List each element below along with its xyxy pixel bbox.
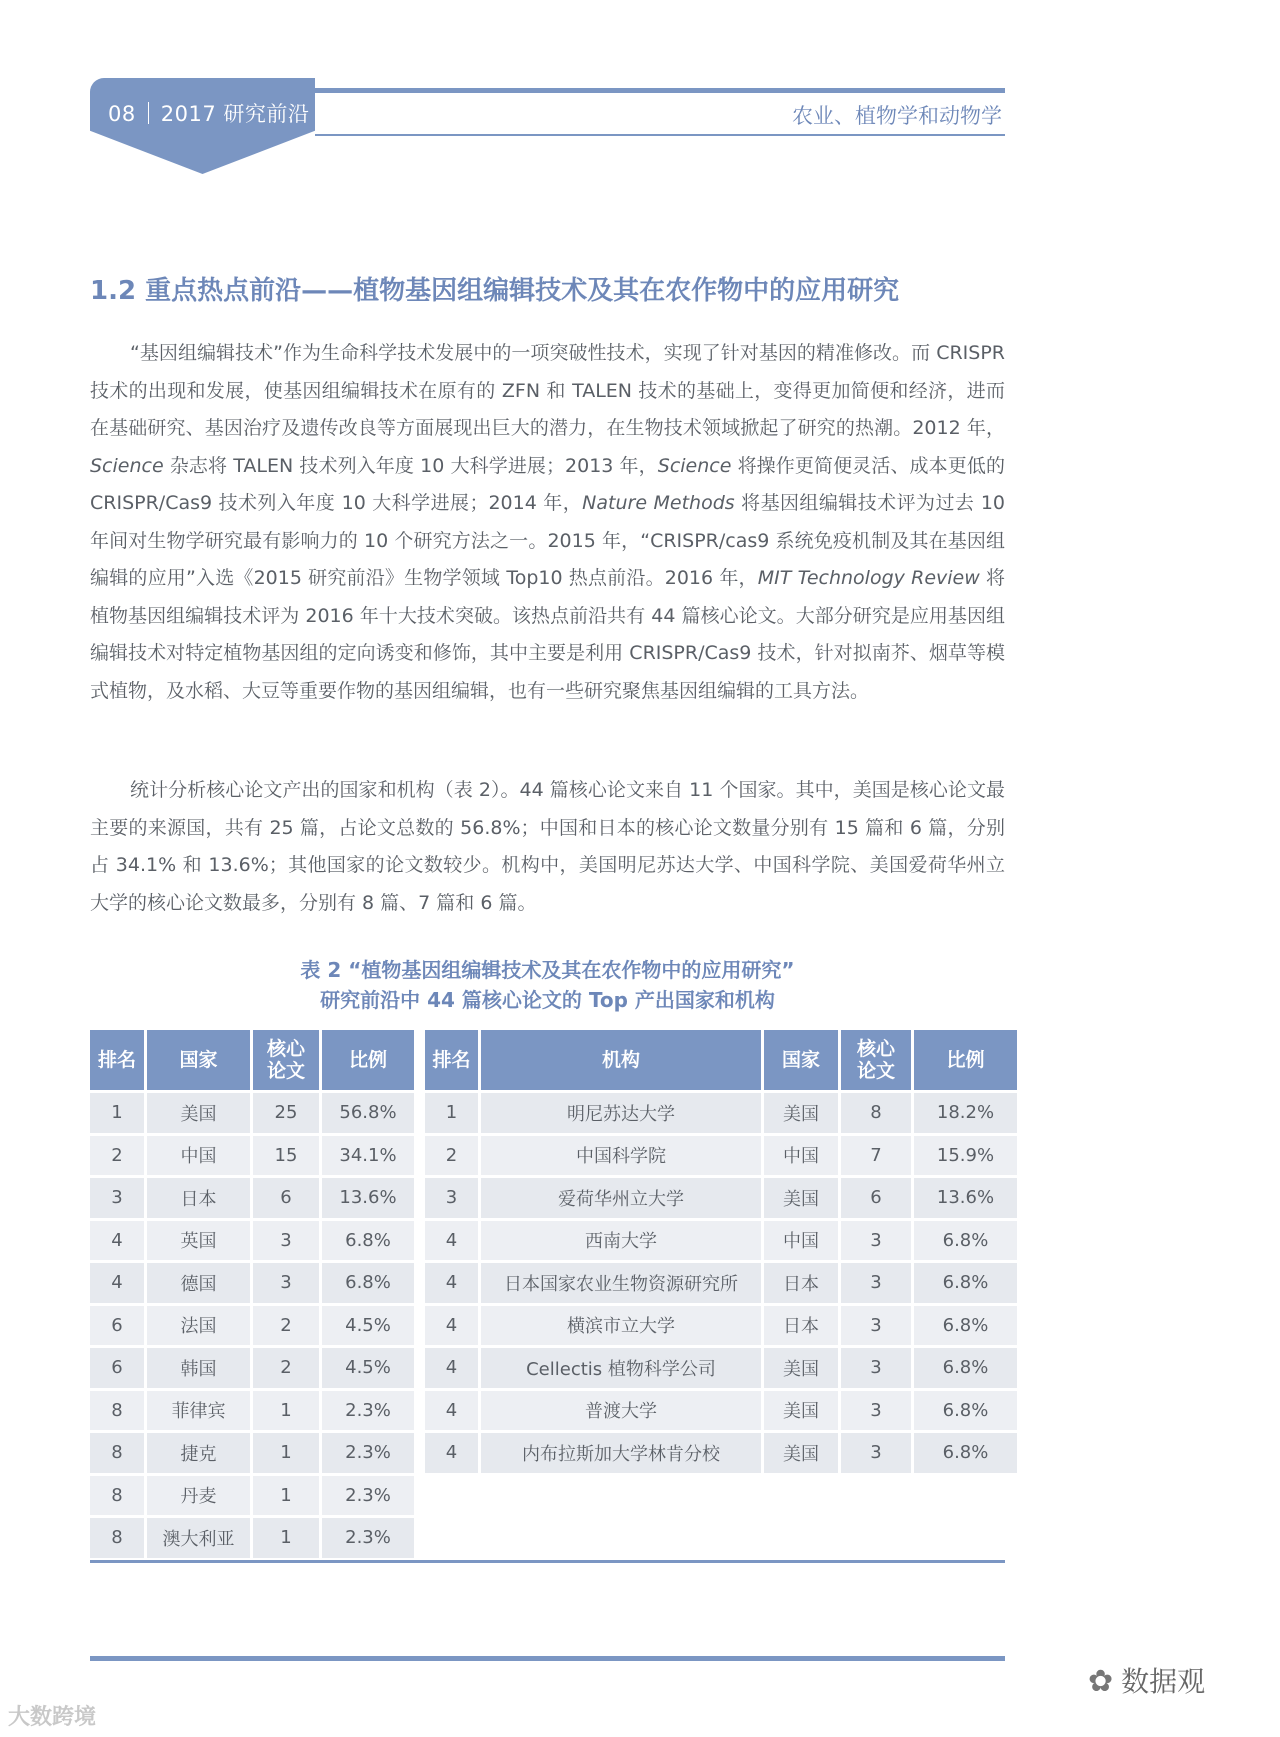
country-table-header-cell: 国家 — [147, 1030, 250, 1090]
institution-table-row — [425, 1093, 1017, 1133]
country-table-cell: 2 — [253, 1306, 319, 1346]
institution-table-cell: 日本 — [764, 1306, 838, 1346]
country-table-cell: 8 — [90, 1433, 144, 1473]
institution-table-header-cell: 排名 — [425, 1030, 478, 1090]
institution-table-cell: 中国科学院 — [481, 1136, 761, 1176]
paragraph-text: “基因组编辑技术”作为生命科学技术发展中的一项突破性技术，实现了针对基因的精准修改。而 CRISPR 技术的出现和发展，使基因组编辑技术在原有的 ZFN 和 TALEN 技术的基础上，变得更加简便和经济，进而在基础研究、基因治疗及遗传改良等方面展现出巨大的潜力，在生物技术领域掀起了研究的热潮。2012 年， — [90, 342, 1005, 439]
institution-table-cell: 4 — [425, 1348, 478, 1388]
institution-table-cell: 4 — [425, 1263, 478, 1303]
institution-table-cell: 西南大学 — [481, 1221, 761, 1261]
footer-rule — [90, 1656, 1005, 1661]
institution-table-cell: 4 — [425, 1391, 478, 1431]
country-table-cell: 1 — [253, 1391, 319, 1431]
country-table-cell: 2.3% — [322, 1476, 414, 1516]
institution-table-cell: 6.8% — [914, 1391, 1017, 1431]
institution-table-cell: 13.6% — [914, 1178, 1017, 1218]
country-table-cell: 2 — [253, 1348, 319, 1388]
institution-table-header-cell: 机构 — [481, 1030, 761, 1090]
watermark-left-text: 大数跨境 — [8, 1705, 97, 1730]
wechat-icon: ✿ — [1088, 1664, 1114, 1699]
country-table-cell: 4 — [90, 1263, 144, 1303]
country-table-cell: 丹麦 — [147, 1476, 250, 1516]
country-table-row — [90, 1221, 414, 1261]
institution-table-cell: 6 — [841, 1178, 911, 1218]
country-table-cell: 1 — [90, 1093, 144, 1133]
country-table-header-cell: 核心 论文 — [253, 1030, 319, 1090]
country-table-cell: 3 — [90, 1178, 144, 1218]
header-rule-bottom — [315, 134, 1005, 136]
institution-table-cell: 6.8% — [914, 1433, 1017, 1473]
table-caption-line1: 表 2 “植物基因组编辑技术及其在农作物中的应用研究” — [300, 958, 795, 982]
paragraph-text: 将操作更简便灵活、成本更低的 CRISPR/Cas9 技术列入年度 10 大科学进展；2014 年， — [90, 454, 1005, 514]
institution-table-cell: 美国 — [764, 1433, 838, 1473]
country-table-row — [90, 1476, 414, 1516]
institution-table-cell: 明尼苏达大学 — [481, 1093, 761, 1133]
institution-table-cell: 3 — [425, 1178, 478, 1218]
institution-table-cell: 15.9% — [914, 1136, 1017, 1176]
country-table-cell: 2 — [90, 1136, 144, 1176]
country-table-row — [90, 1391, 414, 1431]
journal-name: Science — [657, 454, 732, 477]
country-table-cell: 捷克 — [147, 1433, 250, 1473]
country-table-cell: 2.3% — [322, 1433, 414, 1473]
country-table-cell: 34.1% — [322, 1136, 414, 1176]
institution-table-cell: 内布拉斯加大学林肯分校 — [481, 1433, 761, 1473]
institution-table-cell: 日本 — [764, 1263, 838, 1303]
country-table-cell: 13.6% — [322, 1178, 414, 1218]
country-table-cell: 6 — [90, 1348, 144, 1388]
country-table-cell: 3 — [253, 1221, 319, 1261]
country-table-cell: 中国 — [147, 1136, 250, 1176]
country-table-cell: 3 — [253, 1263, 319, 1303]
country-table-cell: 4.5% — [322, 1306, 414, 1346]
country-table-cell: 4.5% — [322, 1348, 414, 1388]
country-table-cell: 1 — [253, 1476, 319, 1516]
header-rule-top — [315, 88, 1005, 93]
paragraph-statistics — [90, 772, 1005, 922]
country-table-row — [90, 1518, 414, 1558]
institution-table-cell: 中国 — [764, 1136, 838, 1176]
country-table-row — [90, 1093, 414, 1133]
report-title: 2017 研究前沿 — [160, 102, 310, 126]
institution-table-cell: 3 — [841, 1433, 911, 1473]
country-table-row — [90, 1306, 414, 1346]
institution-table-cell: 横滨市立大学 — [481, 1306, 761, 1346]
institution-table-cell: 7 — [841, 1136, 911, 1176]
country-table-cell: 德国 — [147, 1263, 250, 1303]
table-bottom-rule — [90, 1560, 1005, 1563]
institution-table-cell: 4 — [425, 1306, 478, 1346]
institution-table-cell: 6.8% — [914, 1306, 1017, 1346]
institution-table-cell: 3 — [841, 1391, 911, 1431]
country-table-cell: 8 — [90, 1476, 144, 1516]
paragraph-text: 杂志将 TALEN 技术列入年度 10 大科学进展；2013 年， — [163, 454, 658, 477]
institution-table-cell: 6.8% — [914, 1221, 1017, 1261]
institution-table-cell: 3 — [841, 1263, 911, 1303]
institution-table-row — [425, 1263, 1017, 1303]
institution-table-cell: 6.8% — [914, 1348, 1017, 1388]
institution-table-cell: 3 — [841, 1306, 911, 1346]
institution-table — [422, 1027, 1020, 1476]
country-table-cell: 4 — [90, 1221, 144, 1261]
watermark-right-text: 数据观 — [1121, 1665, 1206, 1698]
header-separator — [148, 102, 149, 124]
paragraph-intro — [90, 335, 1005, 710]
institution-table-row — [425, 1433, 1017, 1473]
section-heading: 1.2 重点热点前沿——植物基因组编辑技术及其在农作物中的应用研究 — [90, 276, 900, 306]
country-table-cell: 2.3% — [322, 1391, 414, 1431]
institution-table-cell: 6.8% — [914, 1263, 1017, 1303]
institution-table-header-cell: 核心 论文 — [841, 1030, 911, 1090]
country-table — [87, 1027, 417, 1561]
table-caption-line2: 研究前沿中 44 篇核心论文的 Top 产出国家和机构 — [320, 988, 775, 1012]
institution-table-cell: 2 — [425, 1136, 478, 1176]
country-table-cell: 15 — [253, 1136, 319, 1176]
country-table-cell: 6 — [90, 1306, 144, 1346]
institution-table-row — [425, 1136, 1017, 1176]
country-table-cell: 6.8% — [322, 1263, 414, 1303]
header-tab-text — [108, 98, 309, 128]
institution-table-cell: 美国 — [764, 1348, 838, 1388]
country-table-cell: 1 — [253, 1518, 319, 1558]
paragraph-statistics-text: 统计分析核心论文产出的国家和机构（表 2）。44 篇核心论文来自 11 个国家。其中，美国是核心论文最主要的来源国，共有 25 篇，占论文总数的 56.8%；中国和日本的核心论文数量分别有 15 篇和 6 篇，分别占 34.1% 和 13.6%；其他国家的论文数较少。机构中，美国明尼苏达大学、中国科学院、美国爱荷华州立大学的核心论文数最多，分别有 8 篇、7 篇和 6 篇。 — [90, 779, 1005, 914]
institution-table-row — [425, 1306, 1017, 1346]
country-table-cell: 25 — [253, 1093, 319, 1133]
institution-table-row — [425, 1221, 1017, 1261]
country-table-cell: 1 — [253, 1433, 319, 1473]
country-table-cell: 澳大利亚 — [147, 1518, 250, 1558]
country-table-cell: 6.8% — [322, 1221, 414, 1261]
country-table-header-cell: 比例 — [322, 1030, 414, 1090]
country-table-header-cell: 排名 — [90, 1030, 144, 1090]
institution-table-cell: 日本国家农业生物资源研究所 — [481, 1263, 761, 1303]
country-table-row — [90, 1348, 414, 1388]
institution-table-cell: 4 — [425, 1433, 478, 1473]
country-table-row — [90, 1136, 414, 1176]
country-table-cell: 法国 — [147, 1306, 250, 1346]
institution-table-cell: 8 — [841, 1093, 911, 1133]
country-table-cell: 美国 — [147, 1093, 250, 1133]
institution-table-cell: 3 — [841, 1348, 911, 1388]
table-caption — [90, 955, 1005, 1015]
institution-table-cell: 美国 — [764, 1093, 838, 1133]
country-table-row — [90, 1263, 414, 1303]
institution-table-cell: 18.2% — [914, 1093, 1017, 1133]
country-table-cell: 6 — [253, 1178, 319, 1218]
watermark-left — [8, 1700, 96, 1731]
country-table-cell: 8 — [90, 1391, 144, 1431]
institution-table-cell: 美国 — [764, 1178, 838, 1218]
institution-table-cell: 4 — [425, 1221, 478, 1261]
country-table-cell: 日本 — [147, 1178, 250, 1218]
paragraph-text: 将基因组编辑技术评为过去 10 年间对生物学研究最有影响力的 10 个研究方法之一。2015 年，“CRISPR/cas9 系统免疫机制及其在基因组编辑的应用”入选《2015 研究前沿》生物学领域 Top10 热点前沿。2016 年， — [90, 492, 1005, 589]
watermark-right — [1088, 1660, 1205, 1700]
institution-table-cell: Cellectis 植物科学公司 — [481, 1348, 761, 1388]
institution-table-row — [425, 1391, 1017, 1431]
institution-table-header-cell: 比例 — [914, 1030, 1017, 1090]
country-table-cell: 8 — [90, 1518, 144, 1558]
country-table-cell: 菲律宾 — [147, 1391, 250, 1431]
journal-name: Nature Methods — [582, 492, 735, 514]
institution-table-header-cell: 国家 — [764, 1030, 838, 1090]
journal-name: MIT Technology Review — [757, 567, 980, 589]
paragraph-text: 将植物基因组编辑技术评为 2016 年十大技术突破。该热点前沿共有 44 篇核心论文。大部分研究是应用基因组编辑技术对特定植物基因组的定向诱变和修饰，其中主要是利用 CRISPR/Cas9 技术，针对拟南芥、烟草等模式植物，及水稻、大豆等重要作物的基因组编辑，也有一些研究聚焦基因组编辑的工具方法。 — [90, 567, 1005, 702]
page-number: 08 — [108, 102, 136, 126]
institution-table-cell: 中国 — [764, 1221, 838, 1261]
institution-table-cell: 爱荷华州立大学 — [481, 1178, 761, 1218]
country-table-row — [90, 1433, 414, 1473]
country-table-cell: 56.8% — [322, 1093, 414, 1133]
country-table-cell: 韩国 — [147, 1348, 250, 1388]
institution-table-cell: 美国 — [764, 1391, 838, 1431]
country-table-cell: 英国 — [147, 1221, 250, 1261]
country-table-cell: 2.3% — [322, 1518, 414, 1558]
institution-table-cell: 普渡大学 — [481, 1391, 761, 1431]
institution-table-row — [425, 1178, 1017, 1218]
country-table-row — [90, 1178, 414, 1218]
journal-name: Science — [90, 454, 164, 477]
institution-table-cell: 1 — [425, 1093, 478, 1133]
institution-table-cell: 3 — [841, 1221, 911, 1261]
section-title: 农业、植物学和动物学 — [792, 104, 1002, 128]
institution-table-row — [425, 1348, 1017, 1388]
